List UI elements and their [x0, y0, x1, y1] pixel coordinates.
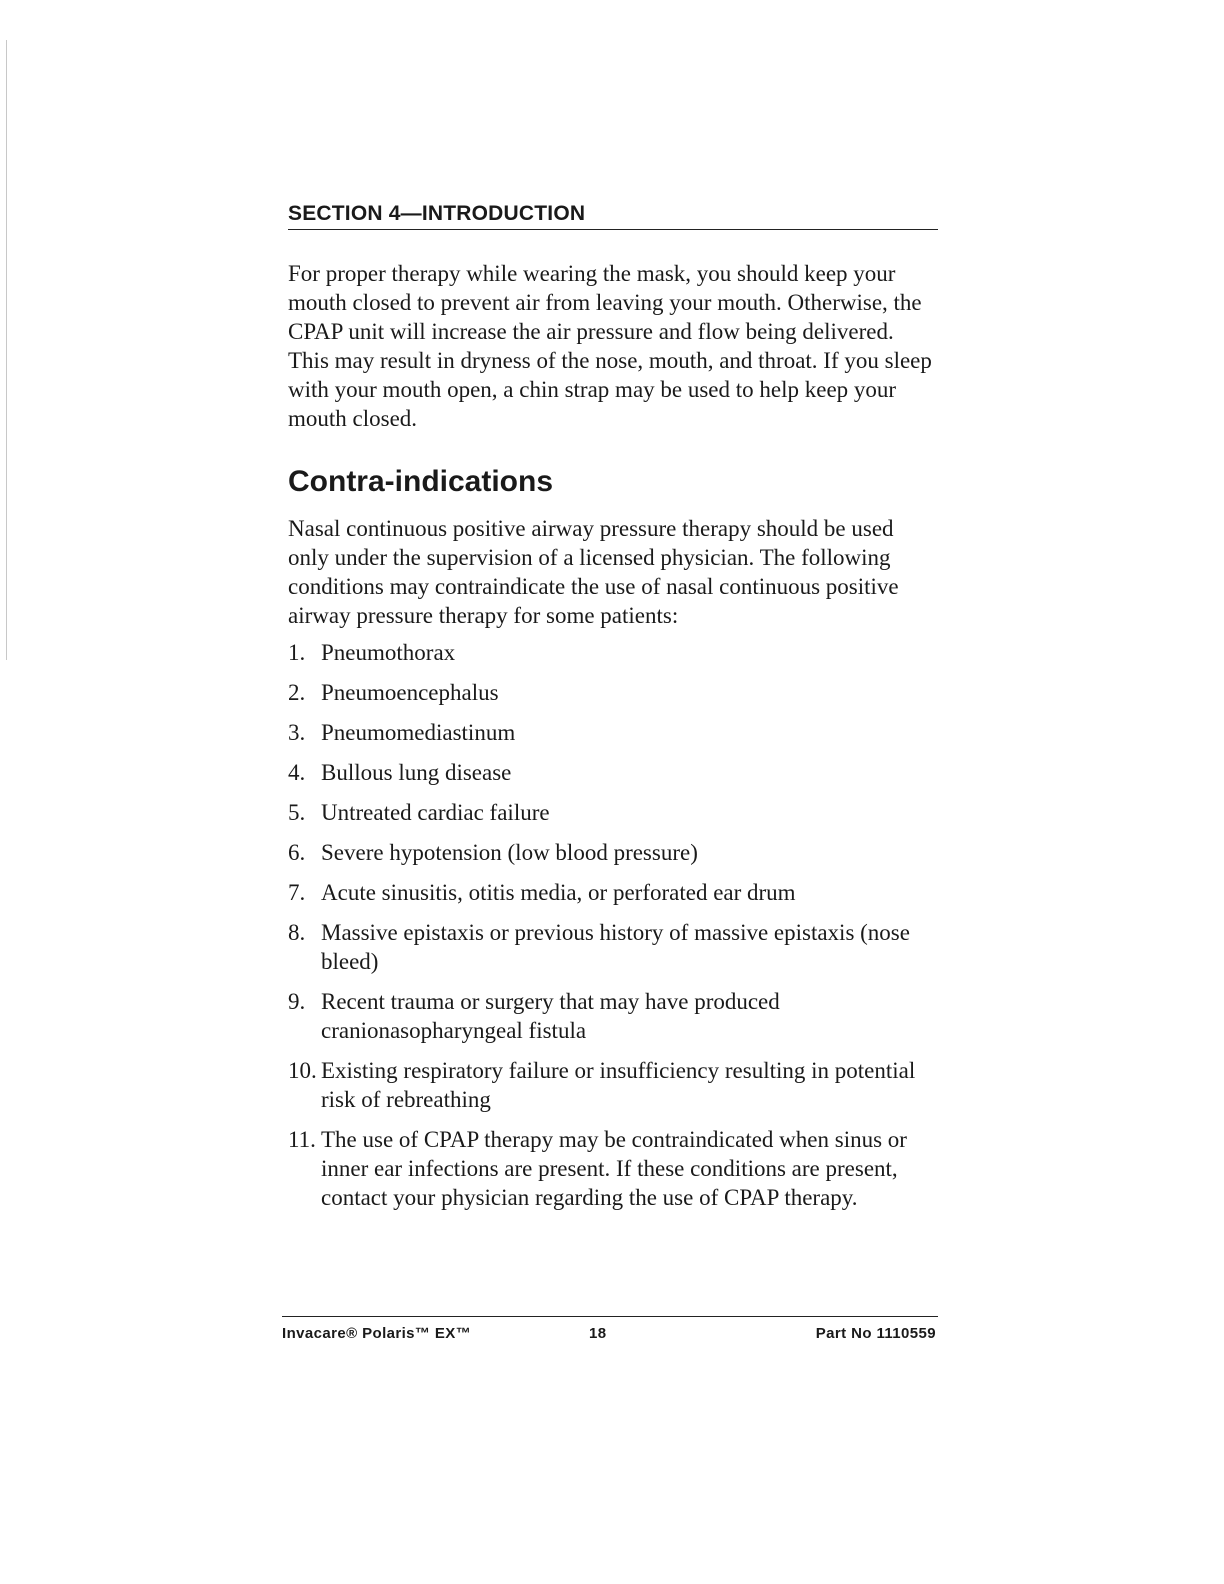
list-item [288, 1125, 938, 1212]
list-item-text: Pneumothorax [321, 640, 456, 665]
list-item-number: 10. [288, 1058, 317, 1083]
list-item-number: 4. [288, 760, 306, 785]
list-item [288, 718, 938, 747]
list-item [288, 678, 938, 707]
list-item-text: Severe hypotension (low blood pressure) [321, 840, 698, 865]
list-item-number: 6. [288, 840, 306, 865]
intro-paragraph: For proper therapy while wearing the mask, you should keep your mouth closed to prevent air from leaving your mouth. Otherwise, the CPAP unit will increase the air pressure and flow being delivered. This may result in dryness of the nose, mouth, and throat. If you sleep with your mouth open, a chin strap may be used to help keep your mouth closed. [288, 261, 932, 431]
list-item-number: 2. [288, 680, 306, 705]
list-item [288, 758, 938, 787]
list-item-number: 5. [288, 800, 306, 825]
list-item-text: Acute sinusitis, otitis media, or perforated ear drum [321, 880, 796, 905]
contra-indications-heading: Contra-indications [288, 465, 554, 498]
list-item-text: Pneumomediastinum [321, 720, 516, 745]
section-header: SECTION 4—INTRODUCTION [288, 200, 938, 230]
list-item-number: 1. [288, 640, 306, 665]
list-item-text: Untreated cardiac failure [321, 800, 550, 825]
list-item [288, 987, 938, 1045]
list-item-text: Massive epistaxis or previous history of massive epistaxis (nose bleed) [321, 920, 910, 974]
list-item-text: Bullous lung disease [321, 760, 512, 785]
list-item [288, 638, 938, 667]
list-item [288, 838, 938, 867]
list-item-number: 11. [288, 1127, 316, 1152]
list-item [288, 1056, 938, 1114]
list-item-text: The use of CPAP therapy may be contraindicated when sinus or inner ear infections are present. If these conditions are present, contact your physician regarding the use of CPAP therapy. [321, 1127, 907, 1210]
list-item-text: Recent trauma or surgery that may have produced cranionasopharyngeal fistula [321, 989, 780, 1043]
list-item [288, 878, 938, 907]
list-item-number: 7. [288, 880, 306, 905]
list-item-number: 3. [288, 720, 306, 745]
footer-page-number: 18 [589, 1325, 607, 1342]
list-item-text: Pneumoencephalus [321, 680, 499, 705]
contra-indications-list [288, 638, 938, 1212]
list-item-number: 8. [288, 920, 306, 945]
page-content [288, 200, 938, 1223]
footer-part-number: Part No 1110559 [815, 1325, 936, 1342]
page-footer [282, 1316, 938, 1346]
scan-margin-line [6, 40, 7, 660]
footer-product-name: Invacare® Polaris™ EX™ [282, 1325, 472, 1342]
list-item [288, 918, 938, 976]
list-item [288, 798, 938, 827]
list-item-number: 9. [288, 989, 306, 1014]
contra-indications-paragraph: Nasal continuous positive airway pressure therapy should be used only under the supervision of a licensed physician. The following conditions may contraindicate the use of nasal continuous positive airway pressure therapy for some patients: [288, 516, 899, 628]
list-item-text: Existing respiratory failure or insufficiency resulting in potential risk of rebreathing [321, 1058, 916, 1112]
